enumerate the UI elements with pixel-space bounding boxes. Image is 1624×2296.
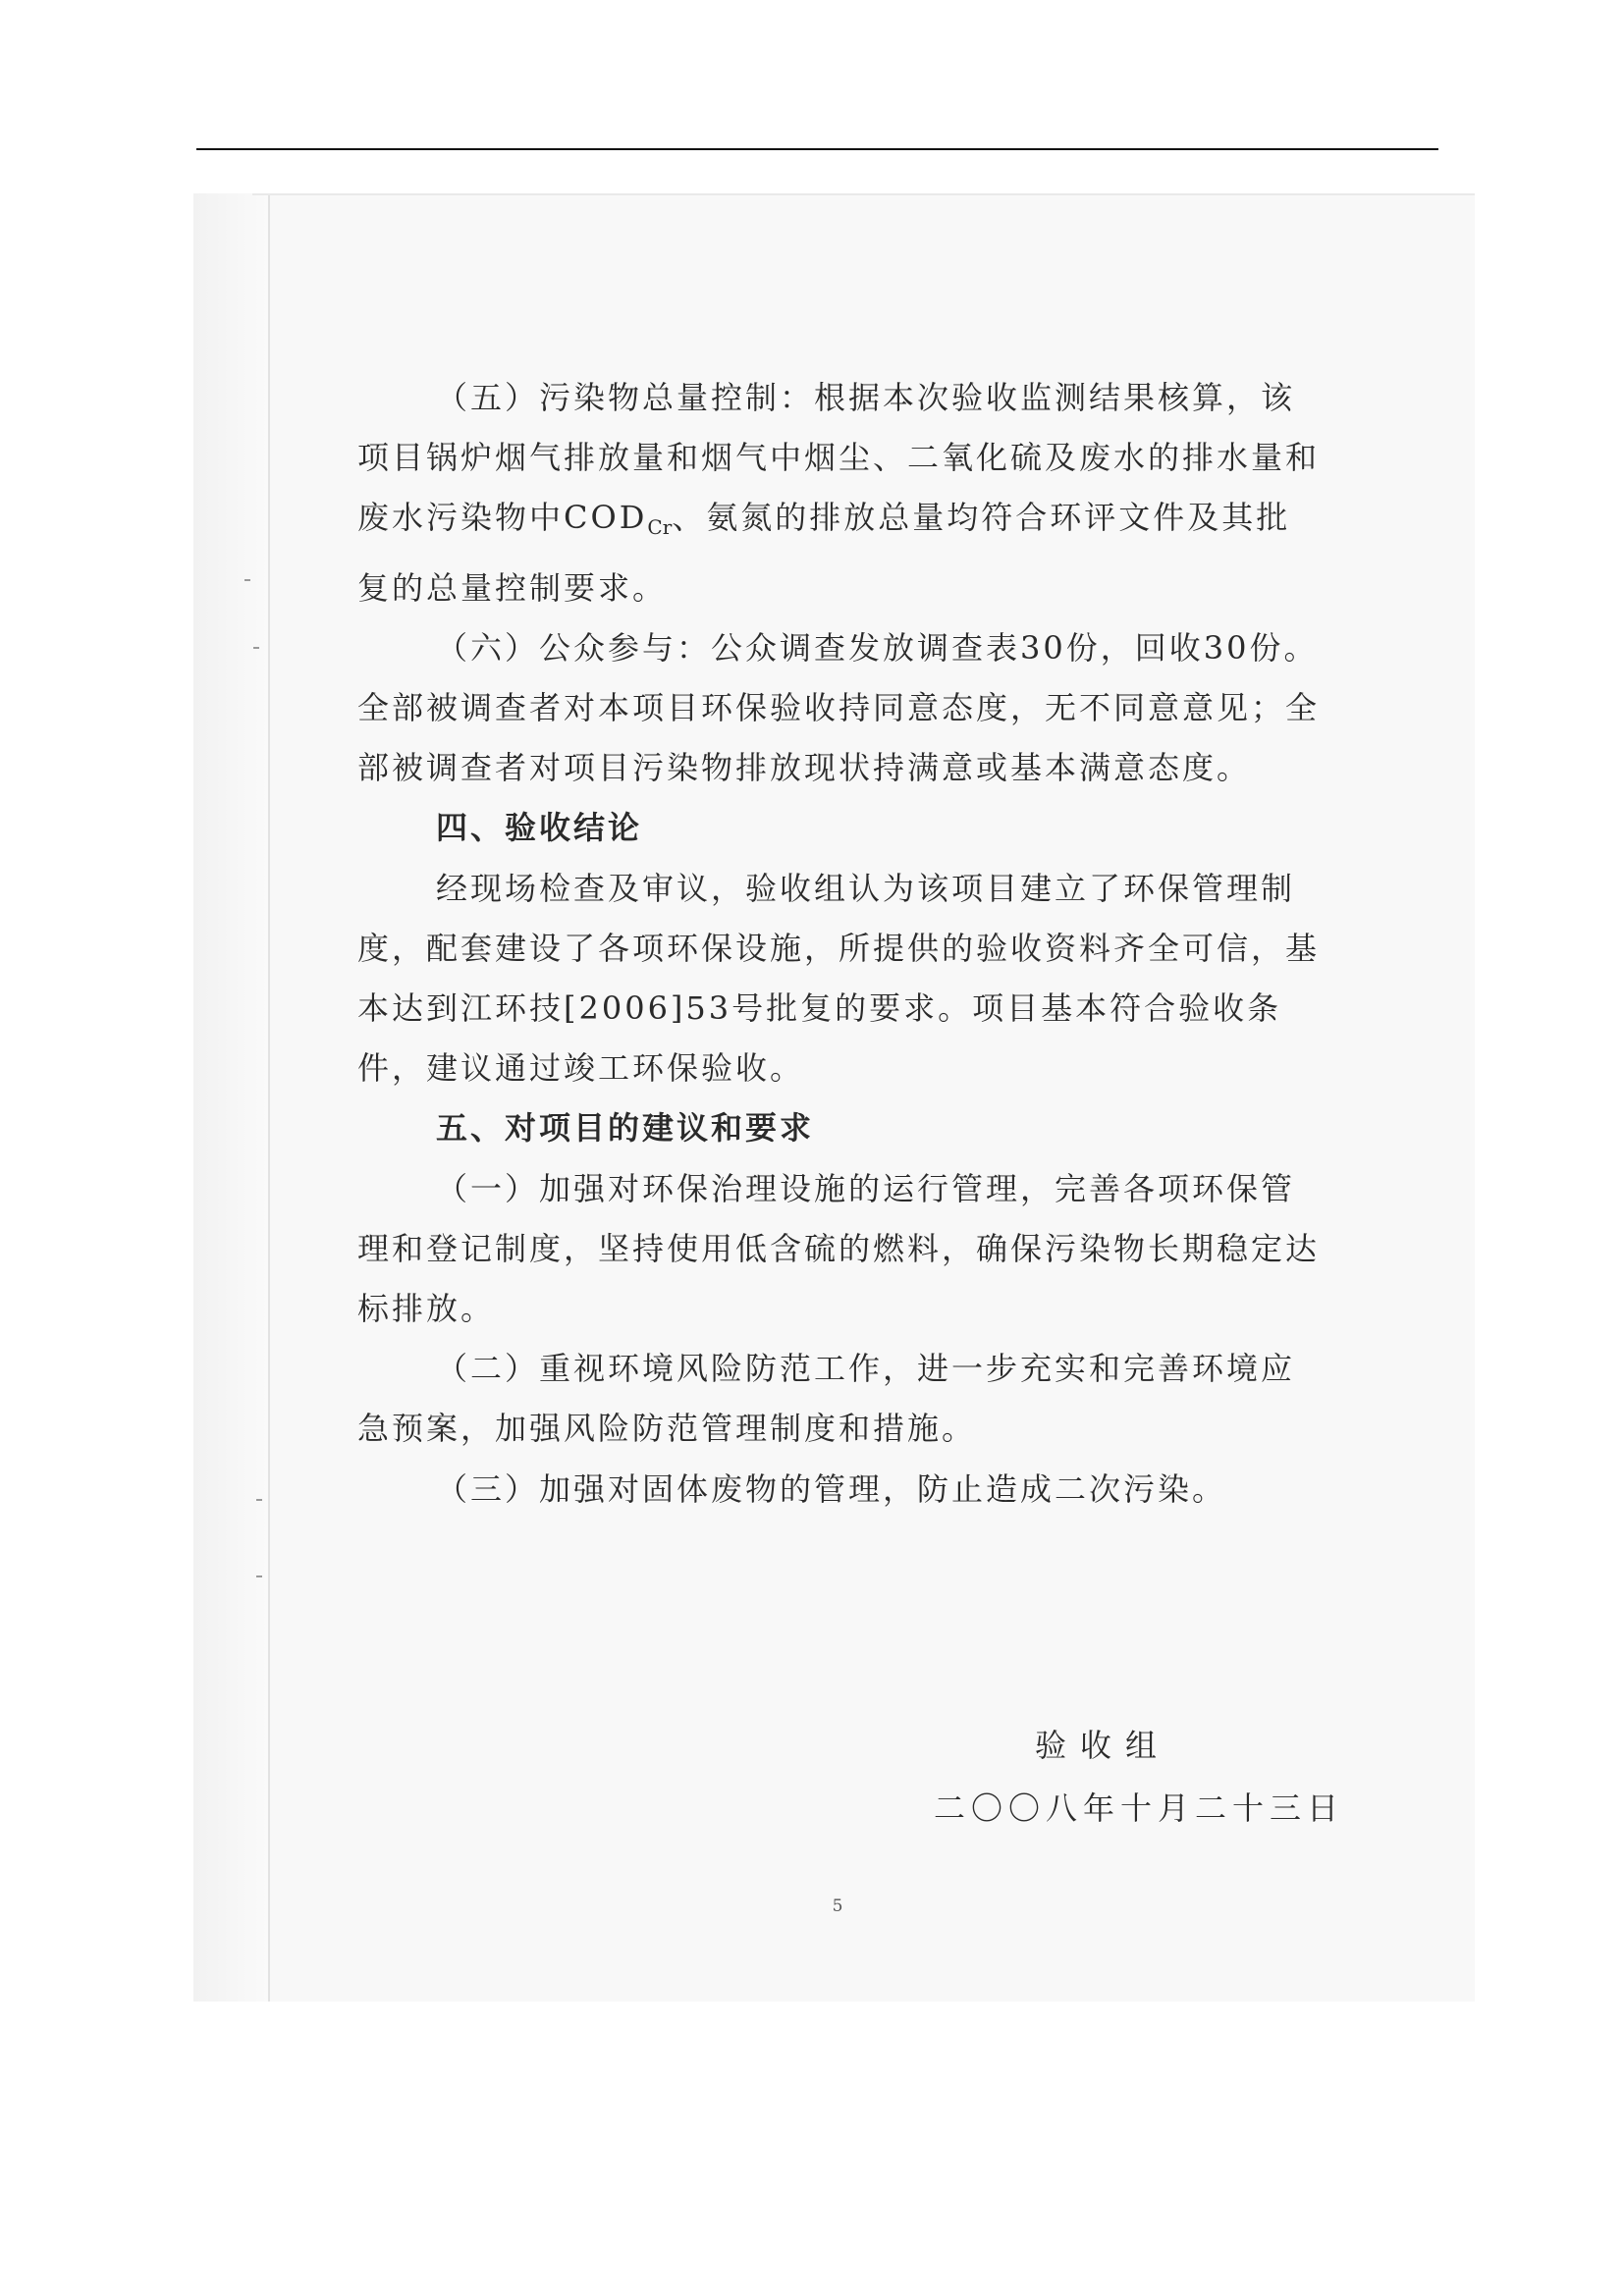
paragraph-text: 、氨氮的排放总量均符合环评文件及其批复的总量控制要求。	[357, 499, 1291, 607]
paragraph-public-participation: （六）公众参与：公众调查发放调查表30份，回收30份。全部被调查者对本项目环保验收持同意态度，无不同意意见；全部被调查者对项目污染物排放现状持满意或基本满意态度。	[357, 628, 1321, 787]
header-rule	[196, 148, 1438, 150]
paragraph-recommendation-1: （一）加强对环保治理设施的运行管理，完善各项环保管理和登记制度，坚持使用低含硫的燃料，确保污染物长期稳定达标排放。	[357, 1169, 1321, 1328]
staple-mark	[256, 1575, 262, 1577]
signature-date: 二〇〇八年十月二十三日	[934, 1789, 1345, 1827]
cod-label: COD	[564, 499, 648, 537]
paragraph-text: （五）污染物总量控制：根据本次验收监测结果核算，该项目锅炉烟气排放量和烟气中烟尘、二氧化硫及废水的排水量和废水污染物中	[357, 379, 1321, 537]
page-number: 5	[832, 1896, 843, 1916]
paragraph-conclusion: 经现场检查及审议，验收组认为该项目建立了环保管理制度，配套建设了各项环保设施，所提供的验收资料齐全可信，基本达到江环技[2006]53号批复的要求。项目基本符合验收条件，建议通过竣工环保验收。	[357, 869, 1321, 1088]
signature-group: 验收组	[1035, 1727, 1171, 1764]
scanned-page	[193, 193, 1475, 2002]
paragraph-recommendation-2: （二）重视环境风险防范工作，进一步充实和完善环境应急预案，加强风险防范管理制度和措施。	[357, 1350, 1296, 1448]
paragraph-pollutant-control	[357, 368, 1320, 618]
staple-mark	[256, 1499, 262, 1501]
scan-top-edge	[252, 193, 1475, 195]
heading-recommendations: 五、对项目的建议和要求	[436, 1109, 815, 1148]
document-body	[357, 368, 1320, 1520]
staple-mark	[244, 579, 250, 581]
staple-mark	[253, 647, 259, 649]
cod-subscript: Cr	[647, 515, 673, 540]
heading-conclusion: 四、验收结论	[436, 809, 643, 847]
paragraph-recommendation-3: （三）加强对固体废物的管理，防止造成二次污染。	[436, 1469, 1227, 1508]
